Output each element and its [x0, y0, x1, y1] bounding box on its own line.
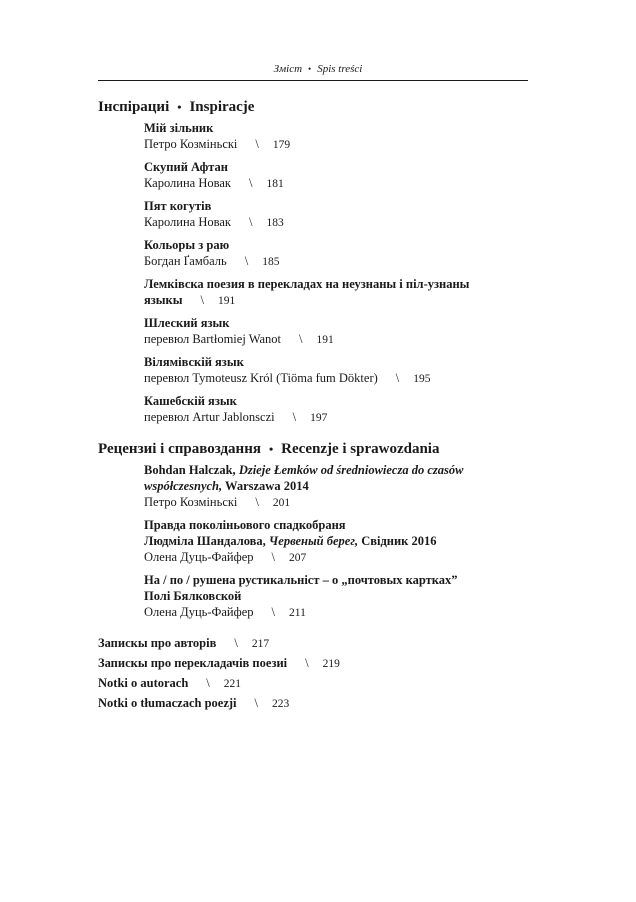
entry-page: 197: [310, 412, 328, 424]
entry-author: перевюл Bartłomiej Wanot: [144, 332, 282, 346]
entry-title: Правда поколіньового спадкобраня: [144, 518, 346, 532]
section-entries-reviews: [98, 462, 530, 621]
toc-entry[interactable]: На / по / рушена рустикальніст – о „почтовых картках” Полі Бялковской Олена Дуць-Файфер \ 211: [144, 572, 530, 621]
reviewed-book-place: Свідник 2016: [361, 534, 437, 548]
toc-entry-notes-authors-ua[interactable]: Запискы про авторів \ 217: [98, 636, 270, 650]
entry-page: 201: [272, 497, 291, 509]
toc-entry-notes-authors-pl[interactable]: Notki o autorach \ 221: [98, 676, 242, 690]
entry-title: Лемківска поезия в перекладах на неузнаны і піл-узнаны: [144, 277, 470, 291]
header-title-right: Spis treści: [317, 63, 363, 75]
toc-entry[interactable]: Правда поколіньового спадкобраня Людміла Шандалова, Червеный берег, Свідник 2016 Олена Дуць-Файфер \ 207: [144, 517, 530, 566]
section-heading-reviews: Рецензиі і справоздання • Recenzje i sprawozdania: [98, 441, 440, 457]
toc-entry[interactable]: Шлеский язык перевюл Bartłomiej Wanot \ 191: [144, 315, 530, 348]
toc-entry-notes-translators-ua[interactable]: Запискы про перекладачів поезиі \ 219: [98, 656, 340, 670]
entry-page: 221: [223, 678, 242, 690]
entry-author: Олена Дуць-Файфер: [144, 550, 254, 564]
entry-title-cont: языкы: [144, 293, 183, 307]
entry-title: Шлеский язык: [144, 316, 230, 330]
entry-page: 181: [266, 178, 284, 190]
entry-page: 217: [251, 638, 270, 650]
toc-entry[interactable]: Кашебскій язык перевюл Artur Jablonsczi \ 197: [144, 393, 530, 426]
entry-author: перевюл Tymoteusz Król (Tiöma fum Dökter): [144, 371, 378, 385]
entry-page: 191: [218, 295, 236, 307]
entry-page: 195: [413, 373, 431, 385]
entry-page: 183: [266, 217, 284, 229]
reviewed-author: Bohdan Halczak,: [144, 463, 236, 477]
entry-page: 179: [272, 139, 291, 151]
table-of-contents: [98, 98, 530, 715]
section-entries-inspirations: [98, 120, 530, 426]
toc-entry[interactable]: Лемківска поезия в перекладах на неузнаны і піл-узнаны языкы \ 191: [144, 276, 530, 309]
entry-author: Каролина Новак: [144, 176, 231, 190]
entry-author: Петро Козміньскі: [144, 495, 238, 509]
entry-page: 185: [262, 256, 280, 268]
reviewed-book-title: Червеный берег,: [268, 534, 359, 548]
entry-author: Олена Дуць-Файфер: [144, 605, 254, 619]
reviewed-book-title: Dzieje Łemków od średniowiecza do czasów współczesnych,: [144, 463, 464, 493]
entry-subtitle: Полі Бялковской: [144, 589, 242, 603]
entry-author: Петро Козміньскі: [144, 137, 238, 151]
entry-title: Пят когутів: [144, 199, 212, 213]
entry-page: 219: [322, 658, 340, 670]
entry-page: 211: [289, 607, 306, 619]
toc-entry[interactable]: Мій зільник Петро Козміньскі \ 179: [144, 120, 530, 153]
entry-author: перевюл Artur Jablonsczi: [144, 410, 275, 424]
toc-entry[interactable]: Кольоры з раю Богдан Ґамбаль \ 185: [144, 237, 530, 270]
entry-page: 223: [272, 698, 290, 710]
section-heading-inspirations: Інспірациі • Inspiracje: [98, 99, 255, 115]
entry-title: Мій зільник: [144, 121, 214, 135]
entry-title: На / по / рушена рустикальніст – о „почтовых картках”: [144, 573, 458, 587]
entry-title: Скупий Афтан: [144, 160, 228, 174]
reviewed-author: Людміла Шандалова,: [144, 534, 266, 548]
entry-page: 207: [289, 552, 307, 564]
header-title-left: Зміст: [273, 63, 303, 75]
toc-entry[interactable]: Пят когутів Каролина Новак \ 183: [144, 198, 530, 231]
header-bullet: •: [308, 64, 312, 74]
header-rule: [98, 80, 528, 81]
reviewed-book-place: Warszawa 2014: [225, 479, 309, 493]
entry-author: Каролина Новак: [144, 215, 231, 229]
toc-entry[interactable]: Скупий Афтан Каролина Новак \ 181: [144, 159, 530, 192]
toc-entry[interactable]: Bohdan Halczak, Dzieje Łemków od średniowiecza do czasów współczesnych, Warszawa 2014 Петро Козміньскі \ 201: [144, 463, 464, 509]
toc-entry-notes-translators-pl[interactable]: Notki o tłumaczach poezji \ 223: [98, 696, 290, 710]
running-header: [0, 63, 636, 75]
entry-title: Кашебскій язык: [144, 394, 237, 408]
entry-title: Вілямівскій язык: [144, 355, 244, 369]
entry-author: Богдан Ґамбаль: [144, 254, 227, 268]
entry-page: 191: [316, 334, 334, 346]
entry-title: Кольоры з раю: [144, 238, 230, 252]
toc-entry[interactable]: Вілямівскій язык перевюл Tymoteusz Król (Tiöma fum Dökter) \ 195: [144, 354, 530, 387]
